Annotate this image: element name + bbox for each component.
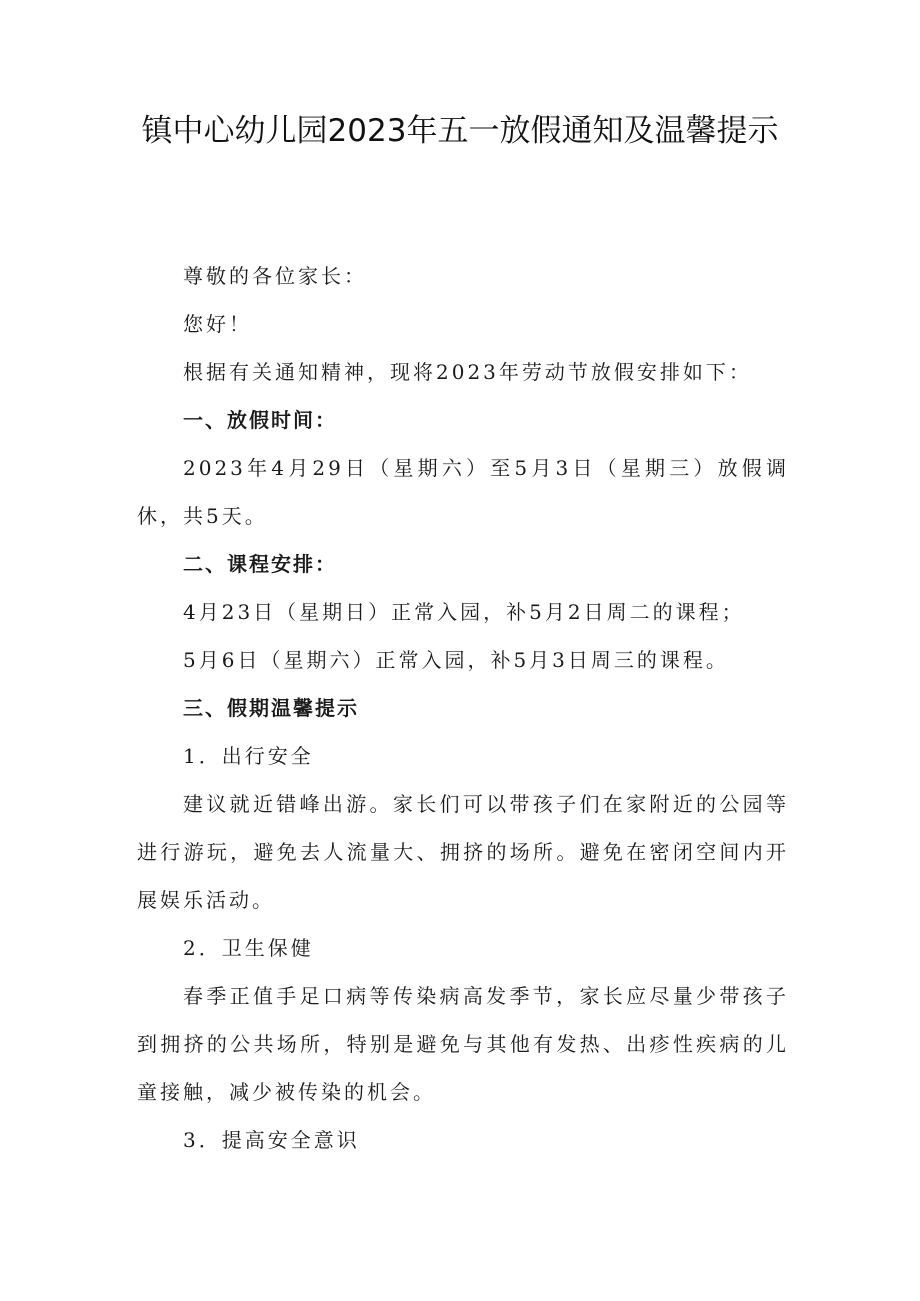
document-body [137, 252, 789, 1164]
item-3-title: 3．提高安全意识 [183, 1128, 360, 1152]
greeting: 您好！ [183, 312, 252, 336]
item-1-text: 建议就近错峰出游。家长们可以带孩子们在家附近的公园等进行游玩，避免去人流量大、拥挤的场所。避免在密闭空间内开展娱乐活动。 [137, 792, 789, 912]
section-3-heading: 三、假期温馨提示 [183, 696, 359, 720]
item-2-title: 2．卫生保健 [183, 936, 314, 960]
section-2-heading: 二、课程安排： [183, 552, 337, 576]
salutation: 尊敬的各位家长： [183, 264, 367, 288]
item-2-text: 春季正值手足口病等传染病高发季节，家长应尽量少带孩子到拥挤的公共场所，特别是避免与其他有发热、出疹性疾病的儿童接触，减少被传染的机会。 [137, 984, 789, 1104]
section-1-text: 2023年4月29日（星期六）至5月3日（星期三）放假调休，共5天。 [137, 456, 789, 528]
item-1-title: 1．出行安全 [183, 744, 314, 768]
section-2-line-2: 5月6日（星期六）正常入园，补5月3日周三的课程。 [183, 648, 729, 672]
document-title: 镇中心幼儿园2023年五一放假通知及温馨提示 [141, 113, 779, 149]
section-2-line-1: 4月23日（星期日）正常入园，补5月2日周二的课程； [183, 600, 745, 624]
intro-paragraph: 根据有关通知精神，现将2023年劳动节放假安排如下： [183, 360, 752, 384]
section-1-heading: 一、放假时间： [183, 408, 337, 432]
